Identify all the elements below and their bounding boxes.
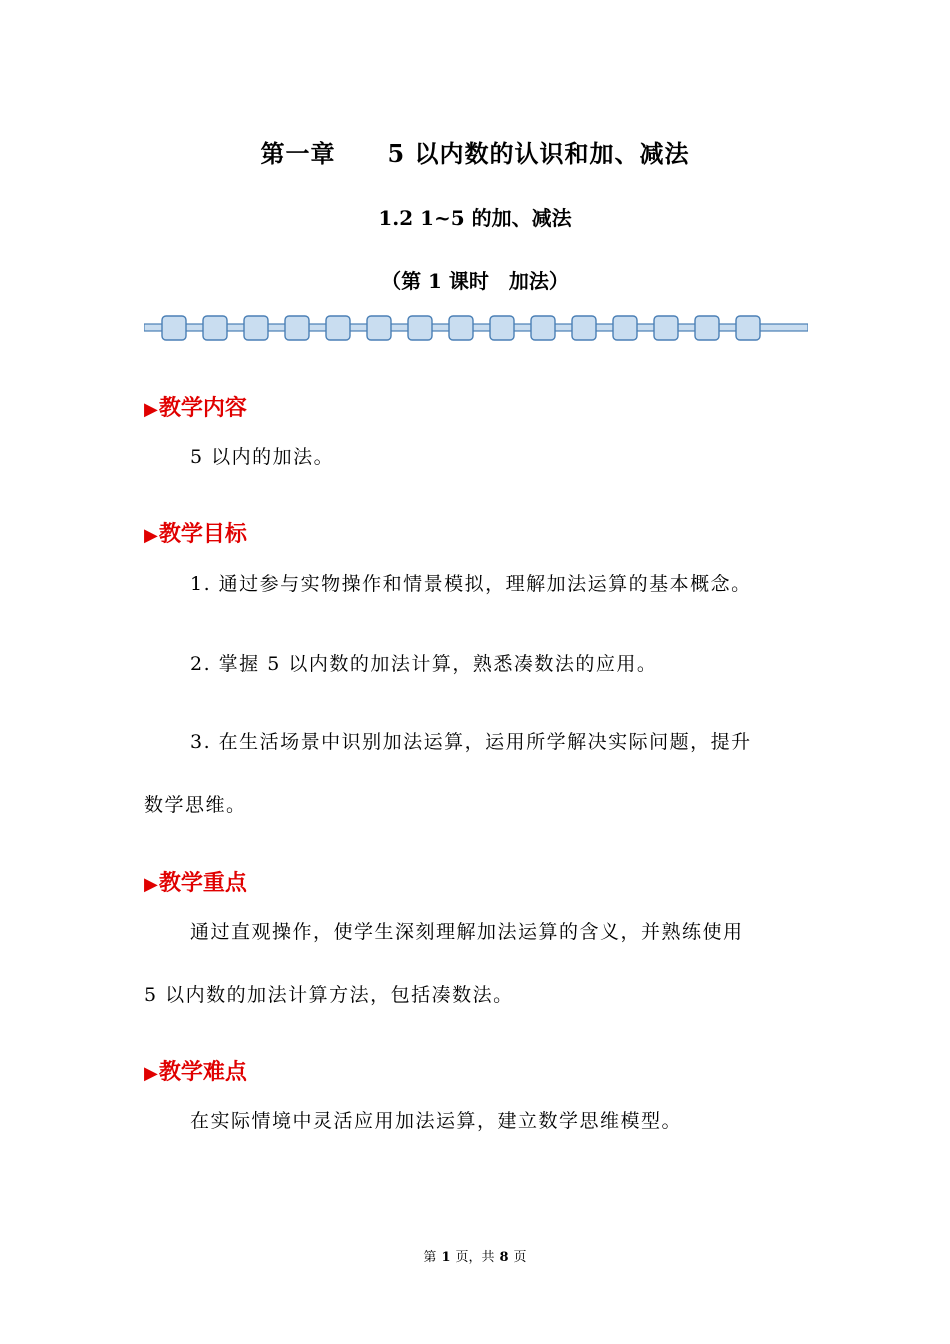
triangle-marker-icon: ▶ bbox=[144, 525, 158, 546]
divider-bead bbox=[654, 316, 678, 340]
divider-bead bbox=[367, 316, 391, 340]
divider-bead bbox=[449, 316, 473, 340]
lesson-title: （第 1 课时 加法） bbox=[381, 269, 569, 293]
divider-bead bbox=[572, 316, 596, 340]
divider-bead bbox=[695, 316, 719, 340]
triangle-marker-icon: ▶ bbox=[144, 399, 158, 420]
chapter-label: 第一章 bbox=[260, 139, 336, 168]
triangle-marker-icon: ▶ bbox=[144, 1063, 158, 1084]
section-title: 1.2 1~5 的加、减法 bbox=[378, 206, 572, 230]
page-footer: 第 1 页，共 8 页 bbox=[423, 1250, 527, 1265]
divider-bead bbox=[244, 316, 268, 340]
content-text: 5 以内的加法。 bbox=[190, 446, 335, 468]
chapter-title bbox=[0, 134, 950, 169]
divider-bead bbox=[285, 316, 309, 340]
goal-item-2: 2. 掌握 5 以内数的加法计算，熟悉凑数法的应用。 bbox=[190, 653, 658, 675]
divider-bead bbox=[203, 316, 227, 340]
heading-difficulties: ▶教学难点 bbox=[144, 1059, 247, 1085]
triangle-marker-icon: ▶ bbox=[144, 874, 158, 895]
heading-key-points: ▶教学重点 bbox=[144, 870, 247, 896]
heading-content: ▶教学内容 bbox=[144, 395, 247, 421]
page-total: 8 bbox=[499, 1250, 509, 1265]
divider-bead bbox=[490, 316, 514, 340]
divider-bead bbox=[613, 316, 637, 340]
chapter-name: 5 以内数的认识和加、减法 bbox=[387, 139, 690, 168]
goal-item-3-line-1: 3. 在生活场景中识别加法运算，运用所学解决实际问题，提升 bbox=[190, 731, 752, 753]
page-number: 1 bbox=[441, 1250, 451, 1265]
heading-goals: ▶教学目标 bbox=[144, 521, 247, 547]
bead-divider bbox=[144, 314, 808, 342]
divider-bead bbox=[736, 316, 760, 340]
key-points-line-2: 5 以内数的加法计算方法，包括凑数法。 bbox=[144, 984, 514, 1006]
goal-item-3-line-2: 数学思维。 bbox=[144, 794, 247, 816]
divider-bead bbox=[326, 316, 350, 340]
divider-bead bbox=[162, 316, 186, 340]
divider-bead bbox=[408, 316, 432, 340]
goal-item-1: 1. 通过参与实物操作和情景模拟，理解加法运算的基本概念。 bbox=[190, 573, 752, 595]
divider-bead bbox=[531, 316, 555, 340]
key-points-line-1: 通过直观操作，使学生深刻理解加法运算的含义，并熟练使用 bbox=[190, 921, 744, 943]
difficulties-text: 在实际情境中灵活应用加法运算，建立数学思维模型。 bbox=[190, 1110, 683, 1132]
